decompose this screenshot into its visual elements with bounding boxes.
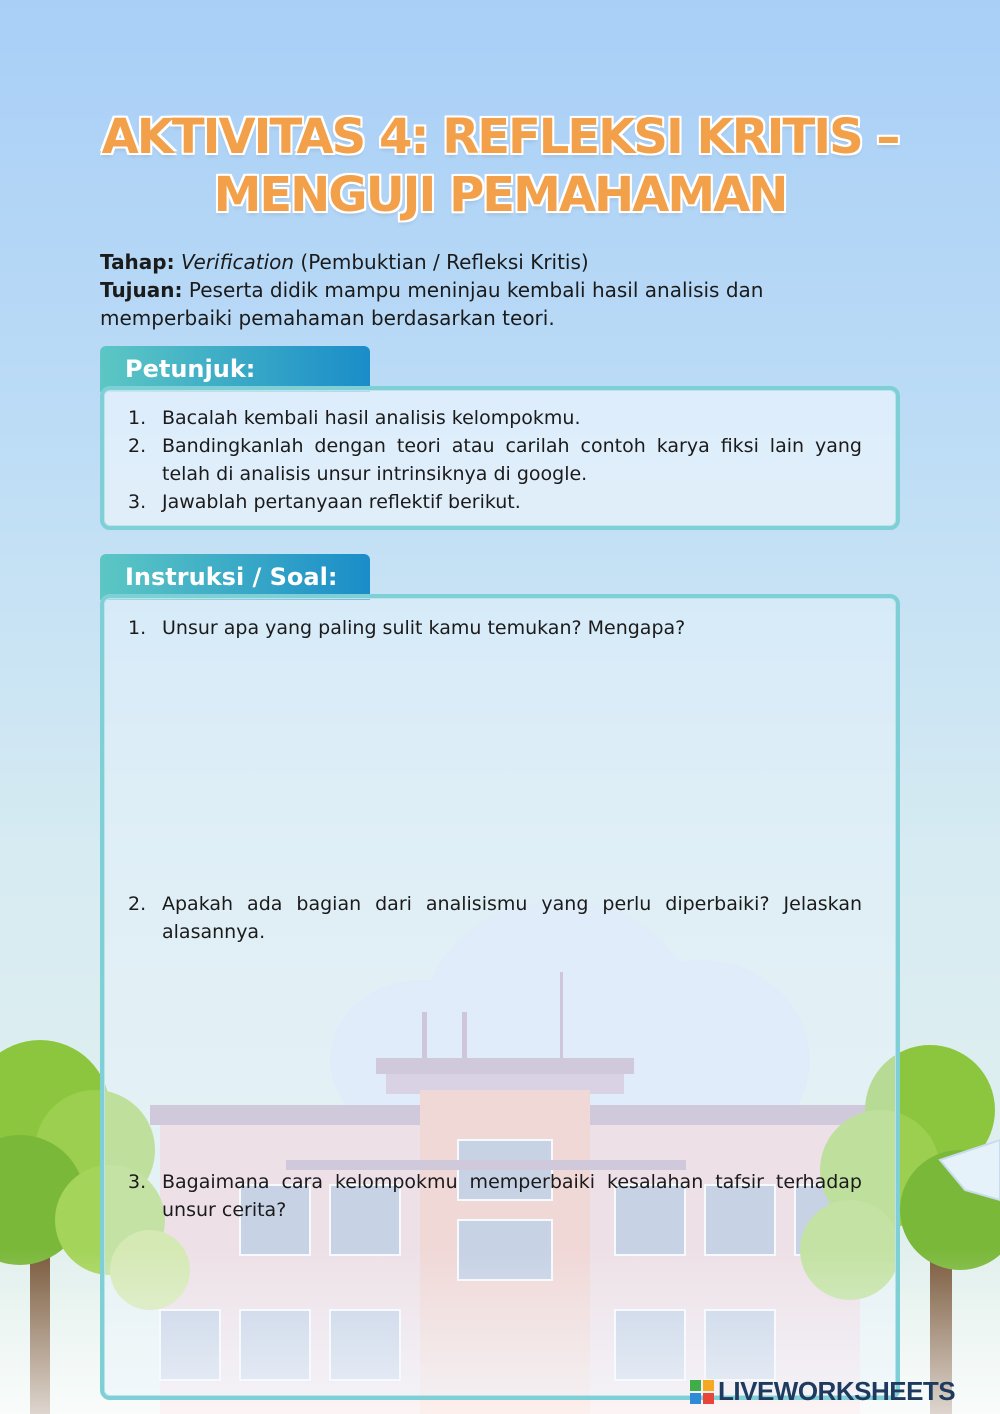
liveworksheets-logo-icon	[690, 1380, 714, 1404]
title-line-1: AKTIVITAS 4: REFLEKSI KRITIS –	[101, 109, 899, 165]
page-title	[40, 108, 960, 224]
liveworksheets-watermark	[690, 1376, 990, 1406]
stage-line	[100, 248, 900, 276]
petunjuk-item	[128, 488, 862, 516]
question-3	[128, 1168, 862, 1224]
stage-rest: (Pembuktian / Refleksi Kritis)	[294, 250, 589, 274]
item-number: 3.	[128, 491, 147, 513]
item-number: 3.	[128, 1171, 147, 1193]
item-text: Bacalah kembali hasil analisis kelompokmu.	[162, 407, 581, 429]
title-line-2: MENGUJI PEMAHAMAN	[213, 167, 787, 223]
answer-area-3[interactable]	[128, 1224, 862, 1384]
petunjuk-box	[100, 386, 900, 530]
intro-section	[100, 248, 900, 332]
petunjuk-item	[128, 432, 862, 488]
goal-line	[100, 276, 900, 332]
answer-area-1[interactable]	[128, 638, 862, 878]
item-number: 2.	[128, 893, 147, 915]
item-text: Unsur apa yang paling sulit kamu temukan? Mengapa?	[162, 617, 686, 639]
soal-box	[100, 594, 900, 1400]
item-text: Bandingkanlah dengan teori atau carilah contoh karya fiksi lain yang telah di analisis unsur intrinsiknya di google.	[162, 435, 862, 485]
goal-label: Tujuan:	[100, 278, 183, 302]
stage-label: Tahap:	[100, 250, 175, 274]
answer-area-2[interactable]	[128, 946, 862, 1156]
petunjuk-heading: Petunjuk:	[100, 346, 370, 392]
item-number: 1.	[128, 617, 147, 639]
item-number: 2.	[128, 435, 147, 457]
item-number: 1.	[128, 407, 147, 429]
petunjuk-item	[128, 404, 862, 432]
question-2	[128, 890, 862, 946]
soal-heading: Instruksi / Soal:	[100, 554, 370, 600]
item-text: Bagaimana cara kelompokmu memperbaiki kesalahan tafsir terhadap unsur cerita?	[162, 1171, 862, 1221]
item-text: Apakah ada bagian dari analisismu yang perlu diperbaiki? Jelaskan alasannya.	[162, 893, 862, 943]
watermark-text: LIVEWORKSHEETS	[718, 1376, 956, 1406]
goal-text: Peserta didik mampu meninjau kembali hasil analisis dan memperbaiki pemahaman berdasarkan teori.	[100, 278, 764, 330]
stage-italic: Verification	[180, 250, 295, 274]
item-text: Jawablah pertanyaan reflektif berikut.	[162, 491, 521, 513]
